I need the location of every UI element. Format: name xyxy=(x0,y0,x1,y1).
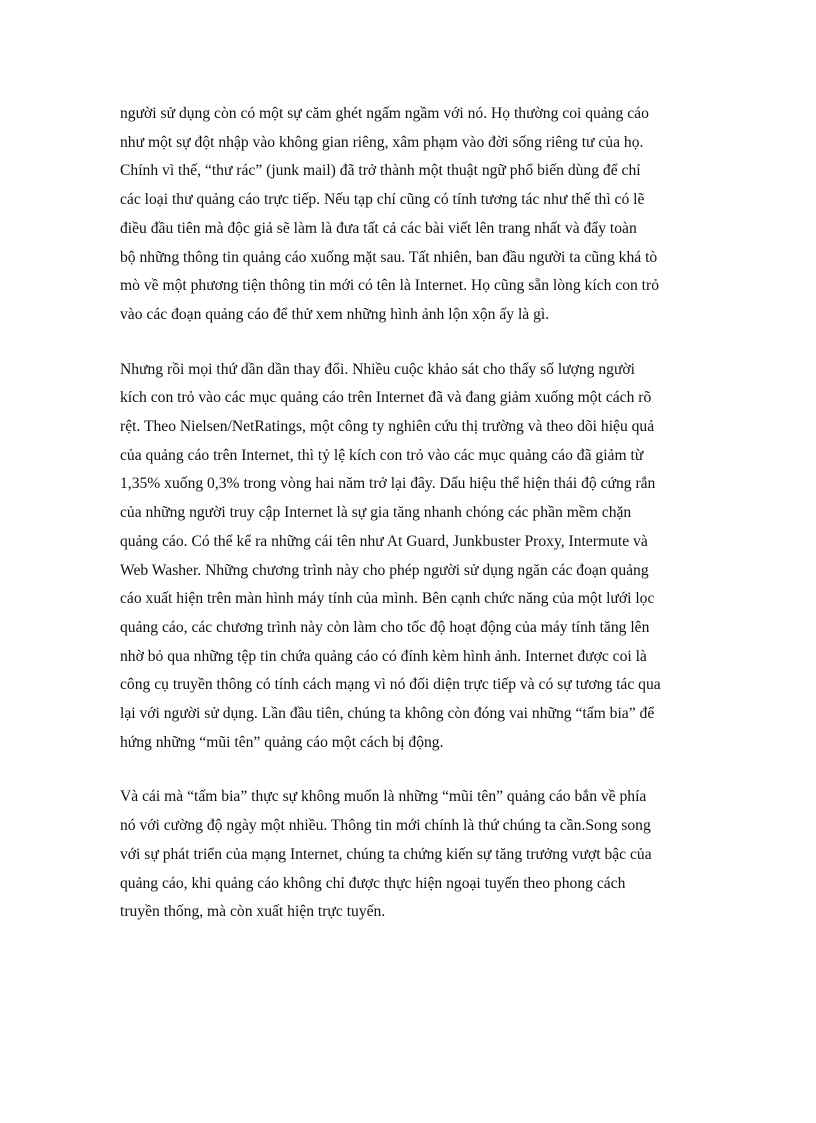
text-line: Web Washer. Những chương trình này cho phép người sử dụng ngăn các đoạn quảng xyxy=(120,561,649,579)
text-line: Nhưng rồi mọi thứ dần dần thay đổi. Nhiều cuộc khảo sát cho thấy số lượng người xyxy=(120,360,635,378)
text-line: hứng những “mũi tên” quảng cáo một cách bị động. xyxy=(120,733,444,751)
text-line: người sử dụng còn có một sự căm ghét ngấm ngầm với nó. Họ thường coi quảng cáo xyxy=(120,105,649,122)
text-line: như một sự đột nhập vào không gian riêng, xâm phạm vào đời sống riêng tư của họ. xyxy=(120,133,644,151)
text-line: với sự phát triển của mạng Internet, chúng ta chứng kiến sự tăng trưởng vượt bậc của xyxy=(120,845,652,863)
document-page xyxy=(120,100,700,953)
paragraph-3 xyxy=(120,783,700,927)
paragraph-1 xyxy=(120,100,700,330)
text-line: của quảng cáo trên Internet, thì tỷ lệ kích con trỏ vào các mục quảng cáo đã giảm từ xyxy=(120,446,644,464)
text-line: Chính vì thế, “thư rác” (junk mail) đã trở thành một thuật ngữ phổ biến dùng để chỉ xyxy=(120,162,641,180)
text-line: bộ những thông tin quảng cáo xuống mặt sau. Tất nhiên, ban đầu người ta cũng khá tò xyxy=(120,248,658,266)
text-line: cáo xuất hiện trên màn hình máy tính của mình. Bên cạnh chức năng của một lưới lọc xyxy=(120,590,655,608)
text-line: của những người truy cập Internet là sự gia tăng nhanh chóng các phần mềm chặn xyxy=(120,504,632,522)
text-line: vào các đoạn quảng cáo để thử xem những hình ảnh lộn xộn ấy là gì. xyxy=(120,305,550,323)
text-line: quảng cáo, khi quảng cáo không chỉ được thực hiện ngoại tuyến theo phong cách xyxy=(120,874,626,892)
text-line: Và cái mà “tấm bia” thực sự không muốn là những “mũi tên” quảng cáo bắn về phía xyxy=(120,788,647,806)
text-line: quảng cáo. Có thể kể ra những cái tên như At Guard, Junkbuster Proxy, Intermute và xyxy=(120,532,648,550)
paragraph-2 xyxy=(120,356,700,758)
text-line: công cụ truyền thông có tính cách mạng vì nó đối diện trực tiếp và có sự tương tác qua xyxy=(120,676,661,694)
text-line: nó với cường độ ngày một nhiều. Thông tin mới chính là thứ chúng ta cần.Song song xyxy=(120,817,651,835)
text-line: truyền thống, mà còn xuất hiện trực tuyến. xyxy=(120,903,386,921)
text-line: mò về một phương tiện thông tin mới có tên là Internet. Họ cũng sẵn lòng kích con trỏ xyxy=(120,277,660,295)
text-line: rệt. Theo Nielsen/NetRatings, một công ty nghiên cứu thị trường và theo dõi hiệu quả xyxy=(120,418,655,436)
text-line: quảng cáo, các chương trình này còn làm cho tốc độ hoạt động của máy tính tăng lên xyxy=(120,618,650,636)
text-line: nhờ bỏ qua những tệp tin chứa quảng cáo có đính kèm hình ảnh. Internet được coi là xyxy=(120,647,647,665)
text-line: điều đầu tiên mà độc giả sẽ làm là đưa tất cả các bài viết lên trang nhất và đẩy toàn xyxy=(120,219,637,237)
text-line: lại với người sử dụng. Lần đầu tiên, chúng ta không còn đóng vai những “tấm bia” để xyxy=(120,705,655,723)
text-line: 1,35% xuống 0,3% trong vòng hai năm trở lại đây. Dấu hiệu thể hiện thái độ cứng rắn xyxy=(120,475,656,493)
text-line: kích con trỏ vào các mục quảng cáo trên Internet đã và đang giảm xuống một cách rõ xyxy=(120,389,652,407)
text-line: các loại thư quảng cáo trực tiếp. Nếu tạp chí cũng có tính tương tác như thế thì có lẽ xyxy=(120,191,645,209)
